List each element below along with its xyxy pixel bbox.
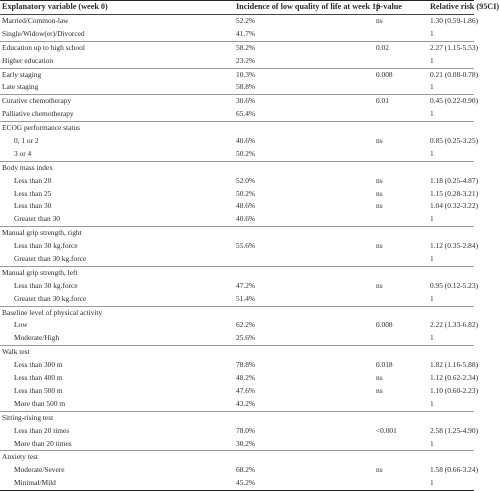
table-row — [0, 213, 474, 227]
table-row — [0, 81, 474, 95]
incidence-cell: 40.6% — [236, 136, 256, 146]
relative-risk-cell: 0.85 (0.25-3.25) — [430, 136, 479, 146]
variable-cell: Walk test — [2, 347, 30, 357]
variable-cell: 0, 1 or 2 — [14, 136, 39, 146]
relative-risk-cell: 1 — [430, 109, 434, 119]
relative-risk-cell: 1 — [430, 478, 434, 488]
table-row — [0, 319, 479, 332]
p-value-cell: 0.008 — [376, 320, 393, 330]
variable-cell: More than 500 m — [14, 398, 66, 408]
table-row — [0, 451, 474, 464]
header-p-value: p-value — [376, 2, 402, 11]
relative-risk-cell: 1.12 (0.62-2.34) — [430, 373, 479, 383]
table-header-row — [0, 0, 499, 15]
incidence-cell: 58.2% — [236, 42, 256, 52]
relative-risk-cell: 1.12 (0.35-2.84) — [430, 241, 479, 251]
incidence-cell: 52.2% — [236, 16, 256, 25]
relative-risk-cell: 2.22 (1.33-6.82) — [430, 320, 479, 330]
header-explanatory-variable: Explanatory variable (week 0) — [2, 2, 108, 11]
table-row — [0, 122, 474, 135]
p-value-cell: 0.02 — [376, 42, 389, 52]
relative-risk-cell: 1.82 (1.16-5.88) — [430, 360, 479, 370]
table-row — [0, 477, 474, 491]
table-body — [0, 15, 479, 491]
relative-risk-cell: 1 — [430, 214, 434, 224]
relative-risk-cell: 1 — [430, 254, 434, 264]
incidence-cell: 45.2% — [236, 478, 256, 488]
variable-cell: Baseline level of physical activity — [2, 307, 103, 317]
variable-cell: Late staging — [2, 82, 39, 92]
incidence-cell: 51.4% — [236, 293, 256, 303]
table-row — [0, 175, 479, 188]
p-value-cell: <0.001 — [376, 425, 397, 435]
variable-cell: ECOG performance status — [2, 123, 80, 133]
incidence-cell: 10.3% — [236, 69, 256, 79]
variable-cell: Manual grip strength, right — [2, 228, 82, 238]
incidence-cell: 50.2% — [236, 188, 256, 198]
relative-risk-cell: 1.15 (0.28-3.21) — [430, 188, 479, 198]
table-row — [0, 200, 479, 213]
incidence-cell: 47.2% — [236, 280, 256, 290]
table-row — [0, 69, 479, 82]
variable-cell: Less than 30 — [14, 201, 52, 211]
table-row — [0, 188, 479, 201]
relative-risk-cell: 1 — [430, 333, 434, 343]
p-value-cell: ns — [376, 188, 383, 198]
table-row — [0, 135, 479, 148]
incidence-cell: 55.6% — [236, 241, 256, 251]
variable-cell: Low — [14, 320, 28, 330]
incidence-cell: 48.2% — [236, 373, 256, 383]
variable-cell: Less than 400 m — [14, 373, 63, 383]
p-value-cell: ns — [376, 175, 383, 185]
incidence-cell: 68.2% — [236, 465, 256, 475]
incidence-cell: 62.2% — [236, 320, 256, 330]
variable-cell: Sitting-rising test — [2, 412, 54, 422]
relative-risk-cell: 1 — [430, 148, 434, 158]
relative-risk-cell: 1.58 (0.66-3.24) — [430, 465, 479, 475]
header-relative-risk: Relative risk (95CI) — [430, 2, 499, 11]
variable-cell: Less than 500 m — [14, 385, 63, 395]
incidence-cell: 23.2% — [236, 55, 256, 65]
relative-risk-cell: 1 — [430, 82, 434, 92]
p-value-cell: ns — [376, 201, 383, 211]
incidence-cell: 25.6% — [236, 333, 256, 343]
table-row — [0, 55, 474, 69]
relative-risk-cell: 1 — [430, 55, 434, 65]
table-row — [0, 307, 474, 320]
p-value-cell: ns — [376, 241, 383, 251]
table-row — [0, 372, 479, 385]
relative-risk-cell: 1 — [430, 398, 434, 408]
table-row — [0, 280, 479, 293]
variable-cell: Greater than 30 — [14, 214, 60, 224]
incidence-cell: 43.2% — [236, 398, 256, 408]
table-row — [0, 240, 479, 253]
variable-cell: Greater than 30 kg.force — [14, 254, 87, 264]
p-value-cell: ns — [376, 16, 383, 25]
variable-cell: Less than 30 kg.force — [14, 280, 78, 290]
variable-cell: Greater than 30 kg.force — [14, 293, 87, 303]
incidence-cell: 48.6% — [236, 201, 256, 211]
relative-risk-cell: 2.27 (1.15-5.53) — [430, 42, 479, 52]
incidence-cell: 58.8% — [236, 82, 256, 92]
variable-cell: Early staging — [2, 69, 42, 79]
incidence-cell: 52.0% — [236, 175, 256, 185]
header-incidence: Incidence of low quality of life at week 16 — [236, 2, 381, 11]
variable-cell: Education up to high school — [2, 42, 85, 52]
relative-risk-cell: 0.45 (0.22-0.90) — [430, 96, 479, 106]
incidence-cell: 47.6% — [236, 385, 256, 395]
incidence-cell: 41.7% — [236, 28, 256, 38]
variable-cell: Less than 20 times — [14, 425, 70, 435]
variable-cell: More than 20 times — [14, 438, 72, 448]
table-row — [0, 425, 479, 438]
variable-cell: Moderate/High — [14, 333, 60, 343]
relative-risk-cell: 1.04 (0.32-3.22) — [430, 201, 479, 211]
variable-cell: Less than 20 — [14, 175, 52, 185]
table-row — [0, 42, 479, 55]
table-row — [0, 464, 479, 477]
p-value-cell: 0.018 — [376, 360, 393, 370]
incidence-cell: 30.6% — [236, 96, 256, 106]
incidence-cell: 30.2% — [236, 438, 256, 448]
table-row — [0, 412, 474, 425]
p-value-cell: ns — [376, 280, 383, 290]
table-row — [0, 28, 474, 42]
table-row — [0, 359, 479, 372]
variable-cell: Single/Widow(er)/Divorced — [2, 28, 85, 38]
relative-risk-cell: 1.10 (0.60-2.23) — [430, 385, 479, 395]
table-row — [0, 15, 479, 28]
variable-cell: 3 or 4 — [14, 148, 32, 158]
relative-risk-cell: 1.30 (0.59-1.86) — [430, 16, 479, 25]
table-row — [0, 227, 474, 240]
p-value-cell: ns — [376, 385, 383, 395]
table-row — [0, 95, 479, 108]
table-row — [0, 267, 474, 280]
table-row — [0, 346, 474, 359]
incidence-cell: 78.0% — [236, 425, 256, 435]
p-value-cell: ns — [376, 373, 383, 383]
variable-cell: Minimal/Mild — [14, 478, 56, 488]
variable-cell: Less than 300 m — [14, 360, 63, 370]
table-row — [0, 148, 474, 162]
variable-cell: Higher education — [2, 55, 54, 65]
variable-cell: Palliative chemotherapy — [2, 109, 74, 119]
table-row — [0, 162, 474, 175]
table-row — [0, 108, 474, 122]
incidence-cell: 50.2% — [236, 148, 256, 158]
variable-cell: Body mass index — [2, 162, 53, 172]
relative-risk-cell: 1 — [430, 293, 434, 303]
relative-risk-cell: 1 — [430, 28, 434, 38]
variable-cell: Less than 30 kg.force — [14, 241, 78, 251]
incidence-cell: 78.8% — [236, 360, 256, 370]
relative-risk-cell: 1.18 (0.25-4.87) — [430, 175, 479, 185]
variable-cell: Moderate/Severe — [14, 465, 65, 475]
table-row — [0, 332, 474, 346]
p-value-cell: 0.01 — [376, 96, 389, 106]
p-value-cell: ns — [376, 136, 383, 146]
incidence-cell: 40.6% — [236, 214, 256, 224]
table-row — [0, 293, 474, 307]
relative-risk-cell: 2.58 (1.25-4.90) — [430, 425, 479, 435]
p-value-cell: ns — [376, 465, 383, 475]
relative-risk-cell: 0.95 (0.12-5.23) — [430, 280, 479, 290]
incidence-cell: 65.4% — [236, 109, 256, 119]
relative-risk-cell: 0.21 (0.08-0.78) — [430, 69, 479, 79]
table-row — [0, 438, 474, 452]
variable-cell: Anxiety test — [2, 452, 38, 462]
table-row — [0, 398, 474, 412]
relative-risk-cell: 1 — [430, 438, 434, 448]
variable-cell: Curative chemotherapy — [2, 96, 72, 106]
variable-cell: Less than 25 — [14, 188, 52, 198]
variable-cell: Married/Common-law — [2, 16, 69, 25]
table-row — [0, 385, 479, 398]
variable-cell: Manual grip strength, left — [2, 267, 78, 277]
table-row — [0, 253, 474, 267]
p-value-cell: 0.008 — [376, 69, 393, 79]
